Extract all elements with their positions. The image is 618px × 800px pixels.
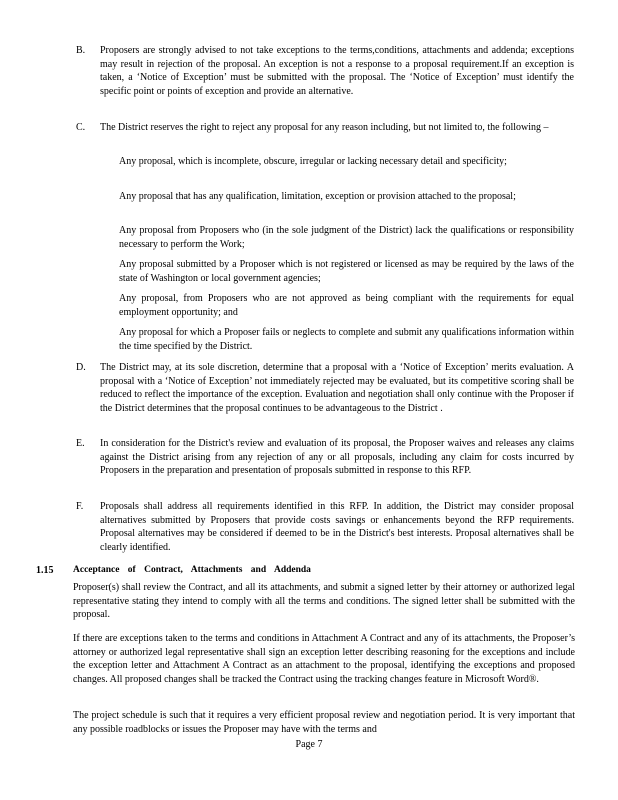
section-paragraph-2: If there are exceptions taken to the terms and conditions in Attachment A Contract and any of its attachments, the Proposer’s attorney or authorized legal representative shall sign an exception letter describing reasoning for the exceptions and include the exception letter and Attachment A Contract as an attachment to the proposal, identifying the exceptions and proposed changes. All proposed changes shall be tracked the Contract using the tracking changes feature in Microsoft Word®. (73, 633, 575, 685)
bullet-item-2: Any proposal that has any qualification, limitation, exception or provision attached to the proposal; (119, 191, 516, 202)
item-c-text: The District reserves the right to reject any proposal for any reason including, but not limited to, the following – (100, 122, 549, 133)
item-d-text: The District may, at its sole discretion, determine that a proposal with a ‘Notice of Exception’ merits evaluation. A proposal with a ‘Notice of Exception’ not immediately rejected may be evaluated, but its competitive scoring shall be reduced to reflect the importance of the exception. Evaluation and negotiation shall only continue with the Proposer if the District determines that the proposal continues to be advantageous to the District . (100, 362, 574, 414)
item-marker-f: F. (76, 501, 84, 512)
item-marker-b: B. (76, 45, 86, 56)
section-heading: Acceptance of Contract, Attachments and Addenda (73, 565, 311, 575)
bullet-item-3: Any proposal from Proposers who (in the sole judgment of the District) lack the qualifications or responsibility necessary to perform the Work; (119, 225, 574, 250)
section-paragraph-3: The project schedule is such that it requires a very efficient proposal review and negotiation period. It is very important that any possible roadblocks or issues the Proposer may have with the terms and (73, 710, 575, 735)
section-paragraph-1: Proposer(s) shall review the Contract, and all its attachments, and submit a signed letter by their attorney or authorized legal representative stating they intend to comply with all the terms and conditions. The signed letter shall be submitted with the proposal. (73, 582, 575, 621)
item-b-text: Proposers are strongly advised to not take exceptions to the terms,conditions, attachments and addenda; exceptions may result in rejection of the proposal. An exception is not a response to a proposal requirement.If an exception is taken, a ‘Notice of Exception’ must be submitted with the proposal. The ‘Notice of Exception’ must identify the specific point or points of exception and provide an alternative. (100, 45, 574, 97)
item-marker-d: D. (76, 362, 86, 373)
bullet-item-5: Any proposal, from Proposers who are not approved as being compliant with the requirements for equal employment opportunity; and (119, 293, 574, 318)
bullet-item-4: Any proposal submitted by a Proposer which is not registered or licensed as may be required by the laws of the state of Washington or local government agencies; (119, 259, 574, 284)
item-f-text: Proposals shall address all requirements identified in this RFP. In addition, the District may consider proposal alternatives submitted by Proposers that provide costs savings or enhancements beyond the RFP requirements. Proposal alternatives may be considered if deemed to be in the District's best interests. Proposal alternatives shall be clearly identified. (100, 501, 574, 553)
page-number: Page 7 (295, 739, 323, 750)
item-marker-e: E. (76, 438, 85, 449)
section-number: 1.15 (36, 565, 54, 576)
bullet-item-6: Any proposal for which a Proposer fails or neglects to complete and submit any qualifications information within the time specified by the District. (119, 327, 574, 352)
item-e-text: In consideration for the District's review and evaluation of its proposal, the Proposer waives and releases any claims against the District arising from any rejection of any or all proposals, including any claim for costs incurred by Proposers in the preparation and presentation of proposals submitted in response to this RFP. (100, 438, 574, 477)
bullet-item-1: Any proposal, which is incomplete, obscure, irregular or lacking necessary detail and specificity; (119, 156, 507, 167)
item-marker-c: C. (76, 122, 86, 133)
